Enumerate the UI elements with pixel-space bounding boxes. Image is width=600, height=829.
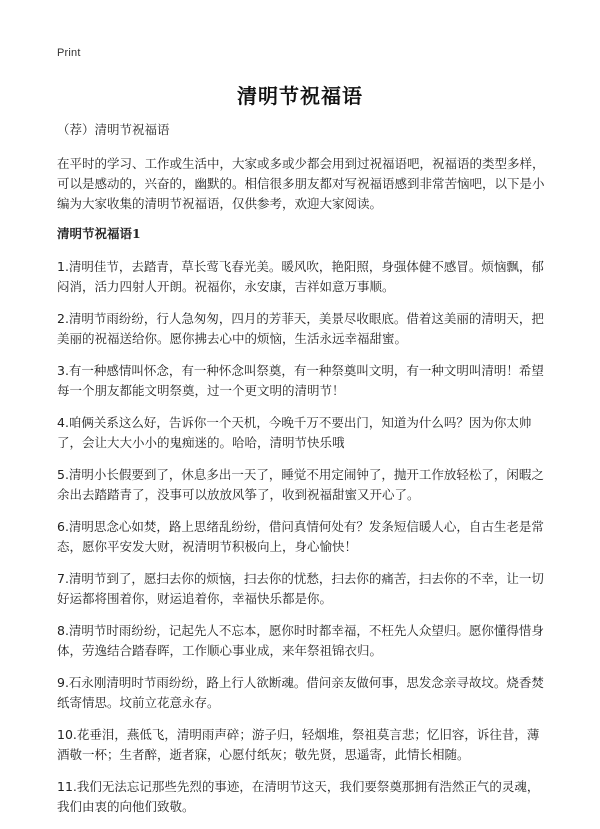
document-body bbox=[57, 120, 547, 829]
page-title: 清明节祝福语 bbox=[237, 84, 363, 108]
section-heading: 清明节祝福语1 bbox=[57, 226, 141, 241]
blessing-item-7: 7.清明节到了，愿扫去你的烦恼，扫去你的忧愁，扫去你的痛苦，扫去你的不幸，让一切好运都将围着你，财运追着你，幸福快乐都是你。 bbox=[57, 571, 544, 606]
blessing-item-11: 11.我们无法忘记那些先烈的事迹，在清明节这天，我们要祭奠那拥有浩然正气的灵魂，我们由衷的向他们致敬。 bbox=[57, 779, 540, 814]
blessing-item-5: 5.清明小长假要到了，休息多出一天了，睡觉不用定闹钟了，抛开工作放轻松了，闲暇之余出去踏踏青了，没事可以放放风筝了，收到祝福甜蜜又开心了。 bbox=[57, 467, 544, 502]
blessing-item-4: 4.咱俩关系这么好，告诉你一个天机，今晚千万不要出门，知道为什么吗？因为你太帅了，会让大大小小的鬼痴迷的。哈哈，清明节快乐哦 bbox=[57, 415, 532, 450]
blessing-item-3: 3.有一种感情叫怀念，有一种怀念叫祭奠，有一种祭奠叫文明，有一种文明叫清明！希望每一个朋友都能文明祭奠，过一个更文明的清明节！ bbox=[57, 363, 544, 398]
subtitle: （荐）清明节祝福语 bbox=[57, 122, 170, 137]
blessing-item-2: 2.清明节雨纷纷，行人急匆匆，四月的芳菲天，美景尽收眼底。借着这美丽的清明天，把美丽的祝福送给你。愿你拂去心中的烦恼，生活永远幸福甜蜜。 bbox=[57, 311, 544, 346]
blessing-item-10: 10.花垂泪，燕低飞，清明雨声碎；游子归，轻烟堆，祭祖莫言悲；忆旧容，诉往昔，薄酒敬一杯；生者醉，逝者寐，心愿付纸灰；敬先贤，思遥寄，此情长相随。 bbox=[57, 727, 540, 762]
print-link[interactable]: Print bbox=[57, 47, 81, 59]
intro-paragraph: 在平时的学习、工作或生活中，大家或多或少都会用到过祝福语吧，祝福语的类型多样，可以是感动的，兴奋的，幽默的。相信很多朋友都对写祝福语感到非常苦恼吧，以下是小编为大家收集的清明节祝福语，仅供参考，欢迎大家阅读。 bbox=[57, 156, 545, 211]
blessing-item-9: 9.石永刚清明时节雨纷纷，路上行人欲断魂。借问亲友做何事，思发念亲寻故坟。烧香焚纸寄情思。坟前立花意永存。 bbox=[57, 675, 544, 710]
blessing-item-6: 6.清明思念心如焚，路上思绪乱纷纷，借问真情何处有？发条短信暖人心，自古生老是常态，愿你平安发大财，祝清明节积极向上，身心愉快！ bbox=[57, 519, 544, 554]
blessing-item-1: 1.清明佳节，去踏青，草长莺飞春光美。暖风吹，艳阳照，身强体健不感冒。烦恼飘，郁闷消，活力四射人开朗。祝福你，永安康，吉祥如意万事顺。 bbox=[57, 259, 544, 294]
blessing-item-8: 8.清明节时雨纷纷，记起先人不忘本，愿你时时都幸福，不枉先人众望归。愿你懂得惜身体，劳逸结合踏春晖，工作顺心事业成，来年祭祖锦衣归。 bbox=[57, 623, 544, 658]
